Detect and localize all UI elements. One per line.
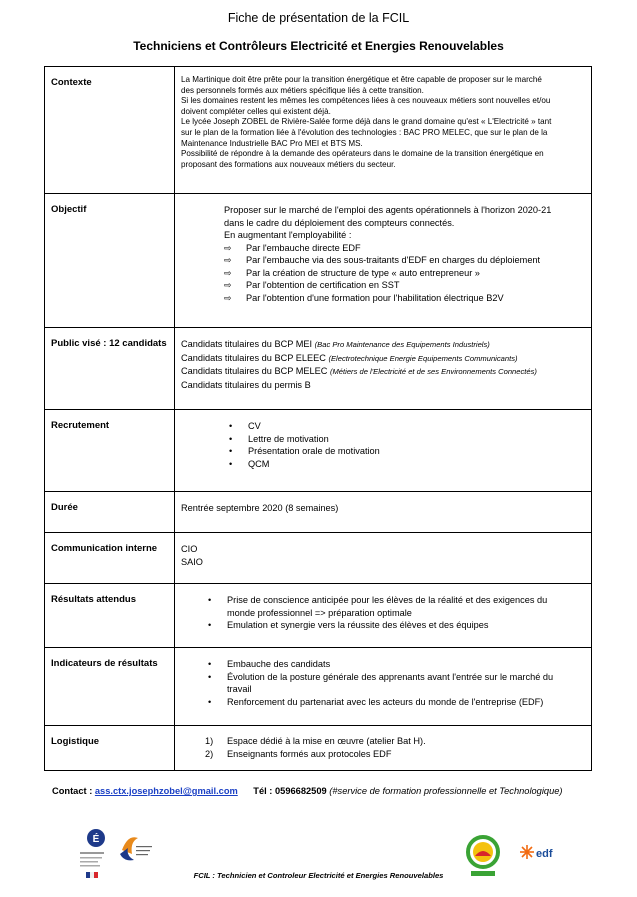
content-communication [175,533,592,584]
collectivite-logo [114,832,154,868]
content-contexte [175,67,592,194]
label-objectif: Objectif [45,194,175,328]
contexte-line: La Martinique doit être prête pour la transition énergétique et être capable de proposer sur le marché [181,75,542,84]
indicateurs-item-text: Renforcement du partenariat avec les acteurs du monde de l'entreprise (EDF) [227,696,544,707]
public-item-detail: (Bac Pro Maintenance des Equipements Industriels) [314,340,490,349]
communication-item: CIO [181,544,198,554]
list-item [224,242,585,255]
objectif-intro: dans le cadre du déploiement des compteurs connectés. [224,217,455,228]
presentation-table [44,66,592,771]
label-indicateurs: Indicateurs de résultats [45,648,175,726]
label-recrutement: Recrutement [45,410,175,492]
contexte-line: sur le plan de la formation liée à l'évolution des technologies : BAC PRO MELEC, que sur le plan de la [181,127,548,137]
arrow-icon: ⇨ [224,267,232,278]
page-footer: FCIL : Technicien et Controleur Electricité et Energies Renouvelables [193,871,444,880]
list-item [224,279,585,292]
contact-email-link[interactable]: ass.ctx.josephzobel@gmail.com [94,786,238,796]
public-item-detail: (Métiers de l'Electricité et de ses Environnements Connectés) [329,367,537,376]
content-resultats [175,584,592,648]
contexte-line: doivent compléter celles qui existent déjà. [181,106,331,116]
recrutement-item-text: QCM [248,458,270,469]
edf-logo [520,842,560,862]
label-resultats: Résultats attendus [45,584,175,648]
objectif-item-text: Par l'obtention d'une formation pour l'habilitation électrique B2V [246,292,504,303]
contexte-line: des personnels formés aux métiers spécifique liés à cette transition. [181,85,424,95]
list-item [208,658,585,671]
bullet-icon: • [208,696,212,707]
objectif-item-text: Par la création de structure de type « auto entrepreneur » [246,267,480,278]
communication-item: SAIO [181,556,203,567]
recrutement-list [181,420,585,470]
contexte-line: Le lycée Joseph ZOBEL de Rivière-Salée forme déjà dans le grand domaine qu'est « L'Electricité » tant [181,117,552,127]
label-logistique: Logistique [45,726,175,771]
label-public: Public visé : 12 candidats [45,328,175,410]
content-objectif [175,194,592,328]
row-public [45,328,592,410]
edf-logo-text: edf [536,848,553,860]
public-item-main: Candidats titulaires du BCP MELEC [181,366,328,376]
bullet-icon: • [208,620,212,630]
content-logistique [175,726,592,771]
content-duree: Rentrée septembre 2020 (8 semaines) [175,492,592,533]
list-item [224,267,585,280]
content-indicateurs [175,648,592,726]
contact-phone: Tél : 0596682509 [253,786,327,796]
objectif-item-text: Par l'embauche directe EDF [246,242,361,253]
indicateurs-item-text: travail [227,684,252,694]
resultats-item-text: Emulation et synergie vers la réussite des élèves et des équipes [227,620,489,630]
row-objectif [45,194,592,328]
objectif-intro: Proposer sur le marché de l'emploi des agents opérationnels à l'horizon 2020-21 [224,205,552,215]
public-item-main: Candidats titulaires du BCP MEI [181,339,313,349]
public-item [181,379,585,392]
row-logistique [45,726,592,771]
indicateurs-list [181,658,585,708]
contact-label: Contact : [52,786,93,796]
objectif-item-text: Par l'embauche via des sous-traitants d'EDF en charges du déploiement [246,255,541,265]
bullet-icon: • [229,421,233,431]
arrow-icon: ⇨ [224,292,232,303]
public-item [181,352,585,366]
content-public [175,328,592,410]
resultats-item-text: monde professionnel => préparation optimale [227,607,412,618]
arrow-icon: ⇨ [224,242,232,253]
bullet-icon: • [208,659,212,669]
list-item [224,254,585,267]
list-item [229,420,585,433]
label-contexte: Contexte [45,67,175,194]
svg-text:É: É [92,834,100,845]
recrutement-item-text: CV [248,421,261,431]
row-contexte [45,67,592,194]
public-item-main: Candidats titulaires du BCP ELEEC [181,352,326,363]
public-item-main: Candidats titulaires du permis B [181,379,311,390]
list-item [208,696,585,709]
public-item [181,338,585,352]
bullet-icon: • [208,595,212,605]
contact-line [52,786,563,796]
recrutement-item-text: Présentation orale de motivation [248,446,380,456]
document-subtitle: Techniciens et Contrôleurs Electricité et Energies Renouvelables [133,39,504,53]
list-item [229,445,585,458]
contexte-line: Si les domaines restent les mêmes les compétences liées à ces nouveaux métiers sont nouvelles et/ou [181,96,551,106]
public-item [181,365,585,379]
row-recrutement [45,410,592,492]
content-recrutement [175,410,592,492]
recrutement-item-text: Lettre de motivation [248,433,329,444]
bullet-icon: • [229,458,233,469]
resultats-list [181,594,585,632]
objectif-list [181,242,585,305]
public-item-detail: (Electrotechnique Energie Equipements Communicants) [328,353,518,363]
arrow-icon: ⇨ [224,280,232,290]
resultats-item-text: Prise de conscience anticipée pour les élèves de la réalité et des exigences du [227,595,548,605]
contact-note: (#service de formation professionnelle et Technologique) [329,786,563,796]
list-item [205,735,585,748]
label-communication: Communication interne [45,533,175,584]
contexte-line: proposant des formations aux nouveaux métiers du secteur. [181,159,396,169]
list-item [229,433,585,446]
logistique-list [181,735,585,760]
list-item [208,619,585,632]
objectif-item-text: Par l'obtention de certification en SST [246,280,400,290]
label-duree: Durée [45,492,175,533]
row-communication [45,533,592,584]
list-item [224,292,585,305]
indicateurs-item-text: Évolution de la posture générale des apprenants avant l'entrée sur le marché du [227,671,554,682]
row-resultats [45,584,592,648]
list-item [229,458,585,471]
list-item [208,671,585,696]
list-number: 1) [205,736,214,746]
contexte-line: Possibilité de répondre à la demande des opérateurs dans le domaine de la transition énergétique en [181,149,544,159]
bullet-icon: • [208,671,212,682]
logistique-item-text: Espace dédié à la mise en œuvre (atelier Bat H). [227,736,426,746]
list-item [208,594,585,619]
logistique-item-text: Enseignants formés aux protocoles EDF [227,748,392,759]
bullet-icon: • [229,433,233,444]
bullet-icon: • [229,446,233,456]
row-duree [45,492,592,533]
list-item [205,748,585,761]
list-number: 2) [205,748,214,759]
arrow-icon: ⇨ [224,255,232,265]
objectif-intro: En augmentant l'employabilité : [224,230,352,240]
row-indicateurs [45,648,592,726]
contexte-line: Maintenance Industrielle BAC Pro MEI et BTS MS. [181,138,363,148]
document-title: Fiche de présentation de la FCIL [227,11,410,25]
indicateurs-item-text: Embauche des candidats [227,659,331,669]
